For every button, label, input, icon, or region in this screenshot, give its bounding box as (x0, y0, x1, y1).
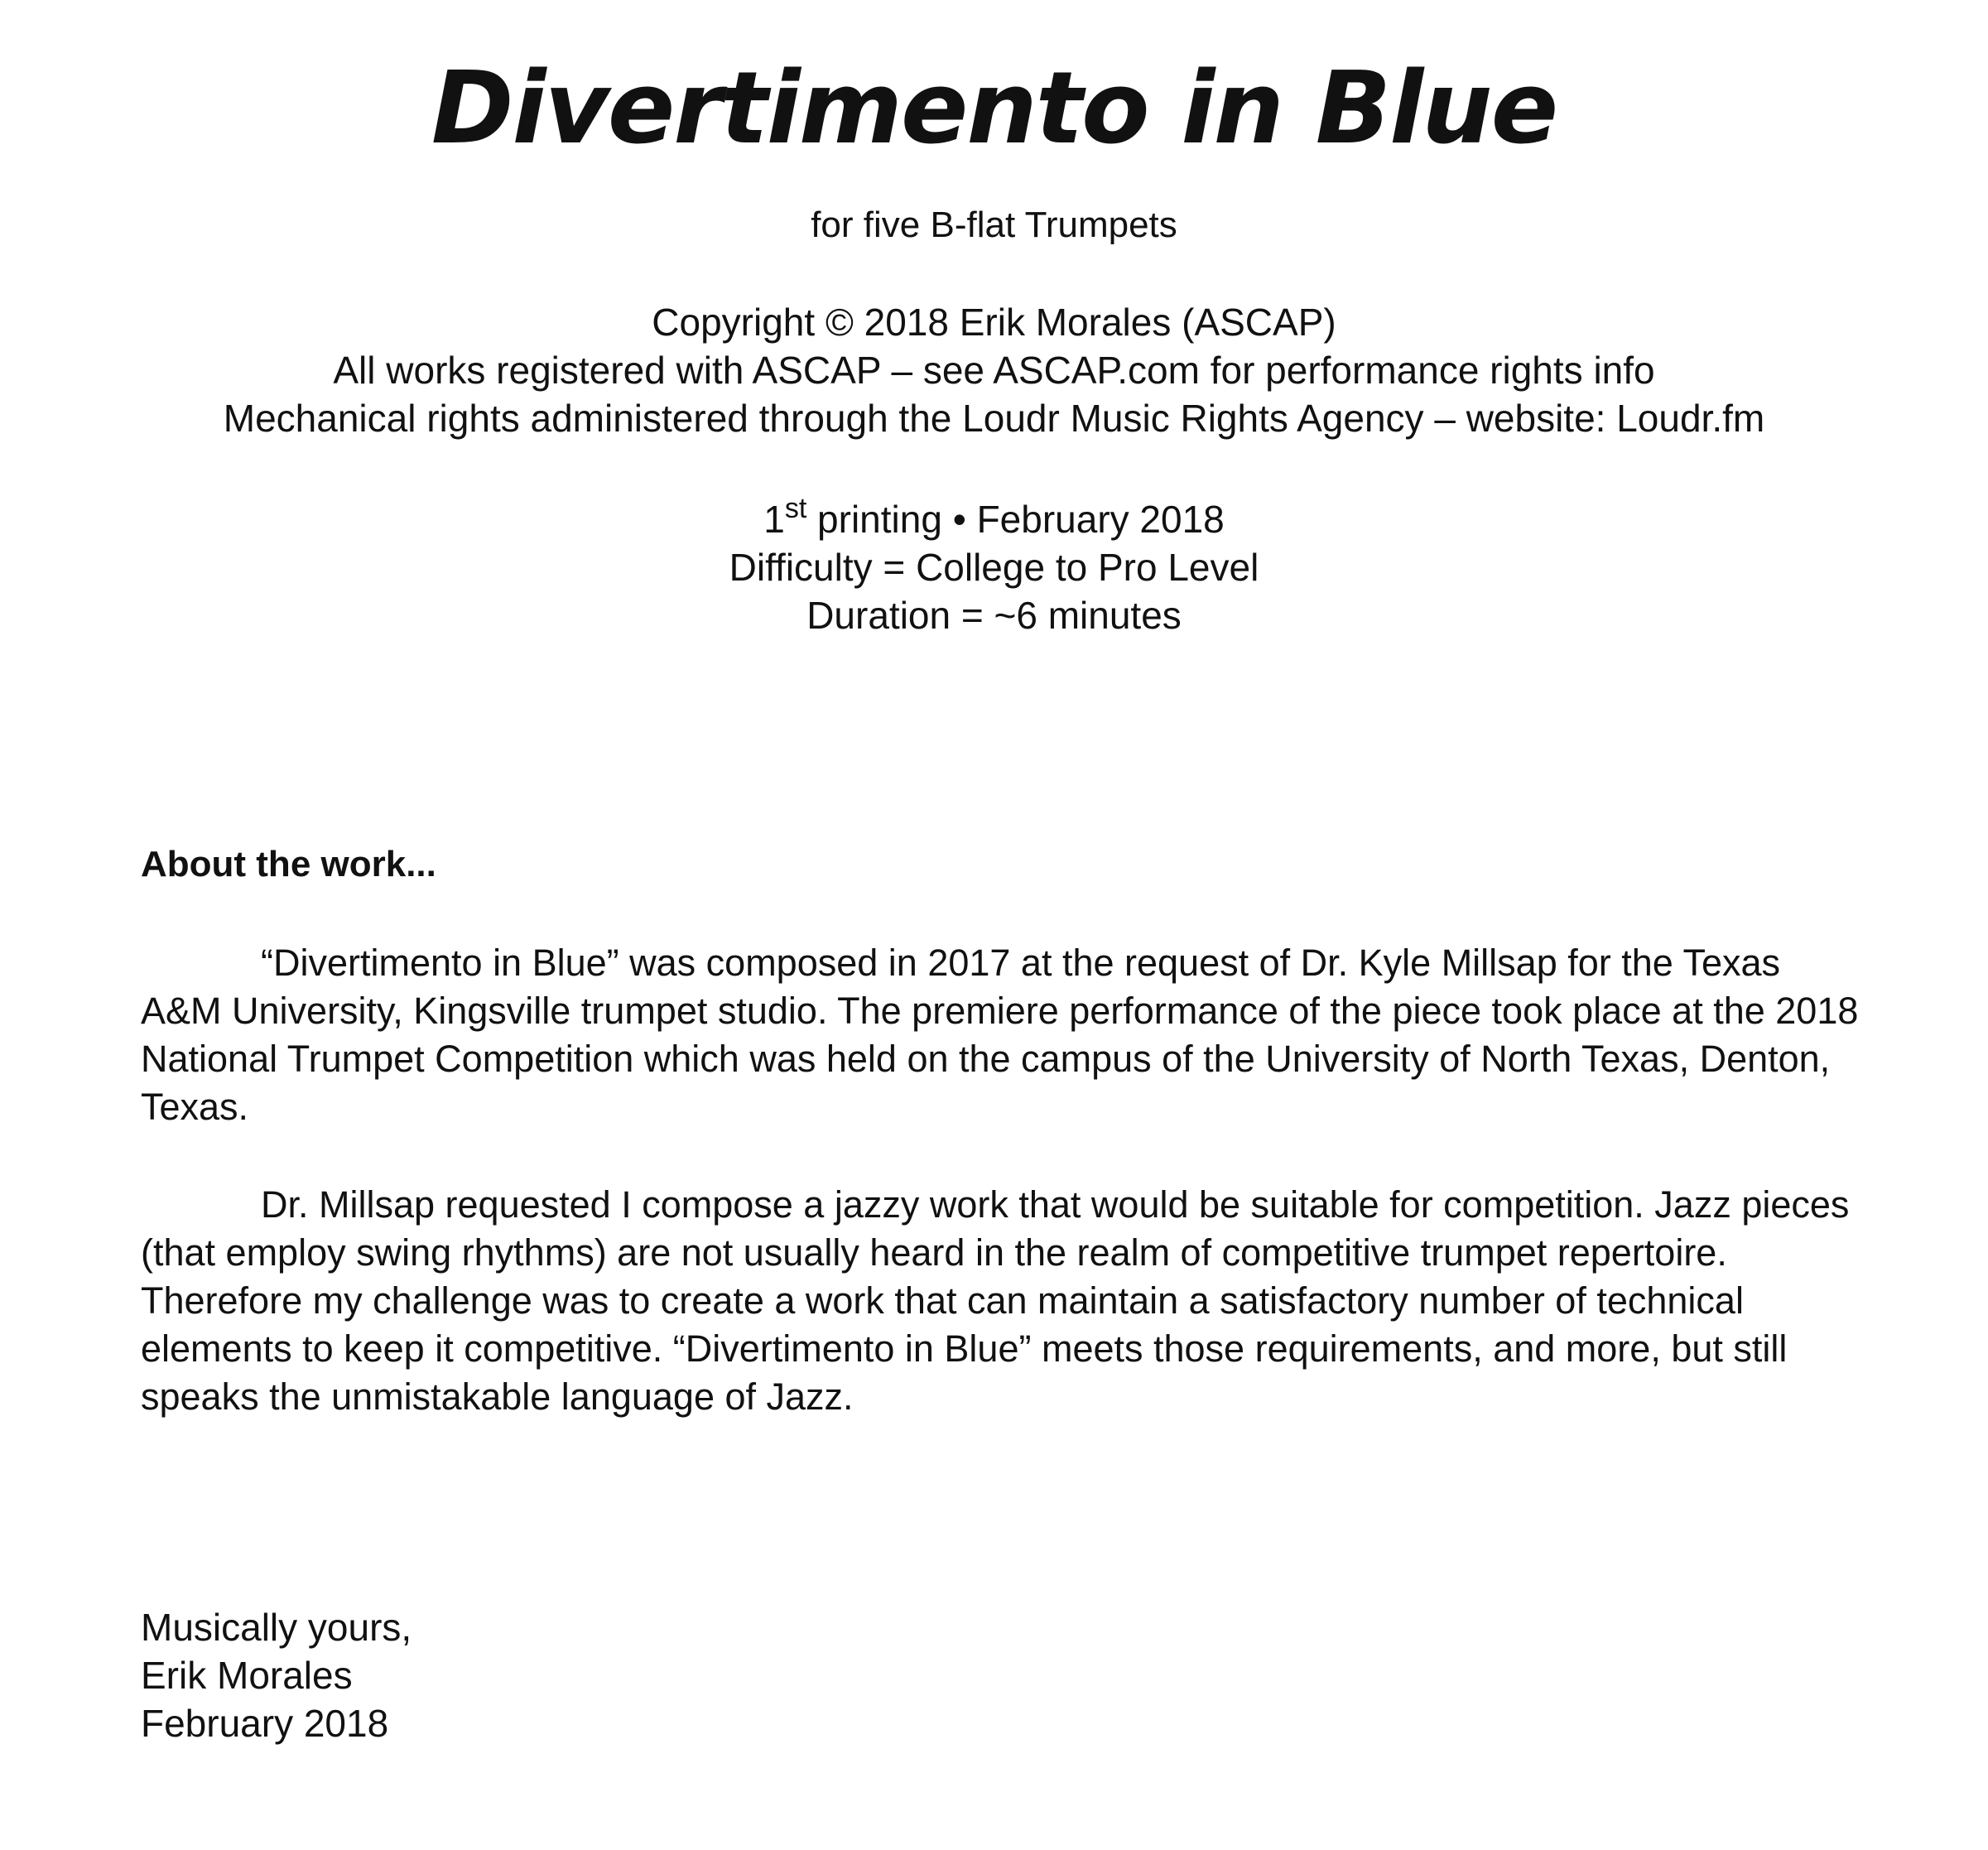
printing-number: 1 (763, 498, 785, 541)
duration-line: Duration = ~6 minutes (806, 594, 1182, 637)
about-heading: About the work... (141, 844, 436, 884)
document-title: Divertimento in Blue (431, 51, 1557, 166)
signoff-name: Erik Morales (141, 1654, 353, 1697)
difficulty-line: Difficulty = College to Pro Level (729, 546, 1259, 589)
document-subtitle: for five B-flat Trumpets (811, 205, 1177, 245)
signoff-closing: Musically yours, (141, 1606, 412, 1649)
printing-ordinal-suffix: st (784, 493, 807, 524)
about-paragraph-1: “Divertimento in Blue” was composed in 2017 at the request of Dr. Kyle Millsap for the Texas A&M University, Kingsville trumpet studio. The premiere performance of the piece took place at the 2018 National Trumpet Competition which was held on the campus of the University of North Texas, Denton, Texas. (141, 942, 1859, 1128)
copyright-line: Copyright © 2018 Erik Morales (ASCAP) (652, 301, 1336, 344)
mechanical-rights-line: Mechanical rights administered through the Loudr Music Rights Agency – website: Loudr.fm (223, 397, 1765, 440)
about-paragraph-2: Dr. Millsap requested I compose a jazzy work that would be suitable for competition. Jazz pieces (that employ swing rhythms) are not usually heard in the realm of competitive trumpet repertoire. Therefore my challenge was to create a work that can maintain a satisfactory number of technical elements to keep it competitive. “Divertimento in Blue” meets those requirements, and more, but still speaks the unmistakable language of Jazz. (141, 1183, 1850, 1418)
printing-line (0, 495, 1988, 543)
signoff-block (141, 1603, 412, 1747)
printing-date: printing • February 2018 (806, 498, 1225, 541)
ascap-registration-line: All works registered with ASCAP – see ASCAP.com for performance rights info (333, 349, 1655, 392)
copyright-block (0, 298, 1988, 442)
signoff-date: February 2018 (141, 1702, 389, 1745)
printing-info-block (0, 495, 1988, 639)
